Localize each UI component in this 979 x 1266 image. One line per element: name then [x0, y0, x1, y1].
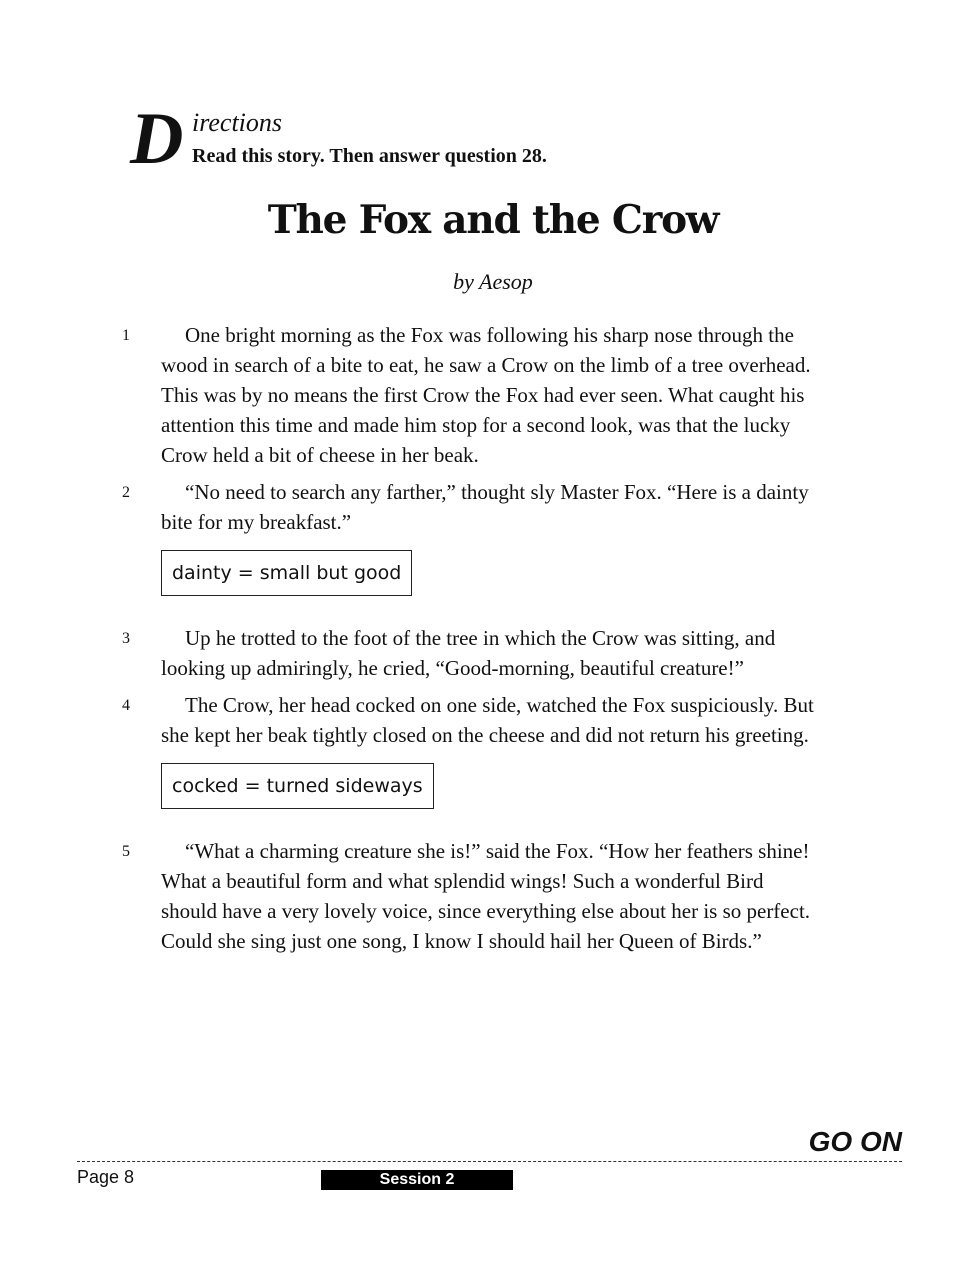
go-on-label: GO ON: [808, 1126, 902, 1157]
session-badge: Session 2: [321, 1170, 513, 1190]
paragraph-text: The Crow, her head cocked on one side, watched the Fox suspiciously. But she kept her beak tightly closed on the cheese and did not return his greeting.: [161, 693, 814, 747]
paragraph-text: Up he trotted to the foot of the tree in which the Crow was sitting, and looking up admiringly, he cried, “Good-morning, beautiful creature!”: [161, 626, 776, 680]
paragraph-number: 3: [122, 630, 130, 647]
paragraph-number: 1: [122, 327, 130, 344]
paragraph-number: 4: [122, 697, 130, 714]
story-body: [122, 320, 822, 963]
paragraph-number: 5: [122, 843, 130, 860]
story-title: The Fox and the Crow: [267, 197, 719, 243]
paragraph-2: [122, 477, 822, 537]
glossary-box-dainty: dainty = small but good: [161, 550, 412, 596]
paragraph-number: 2: [122, 484, 130, 501]
glossary-box-cocked: cocked = turned sideways: [161, 763, 434, 809]
paragraph-3: [122, 623, 822, 683]
paragraph-text: One bright morning as the Fox was following his sharp nose through the wood in search of a bite to eat, he saw a Crow on the limb of a tree overhead. This was by no means the first Crow the Fox had ever seen. What caught his attention this time and made him stop for a second look, was that the lucky Crow held a bit of cheese in her beak.: [161, 323, 811, 467]
directions-heading: irections: [192, 108, 283, 137]
footer-divider: [77, 1161, 902, 1162]
directions-header: [130, 100, 830, 180]
directions-dropcap: D: [130, 98, 184, 180]
paragraph-5: [122, 836, 822, 956]
paragraph-text: “No need to search any farther,” thought sly Master Fox. “Here is a dainty bite for my breakfast.”: [161, 480, 809, 534]
directions-instruction: Read this story. Then answer question 28.: [192, 145, 547, 167]
paragraph-1: [122, 320, 822, 470]
paragraph-4: [122, 690, 822, 750]
page-number: Page 8: [77, 1167, 135, 1187]
paragraph-text: “What a charming creature she is!” said the Fox. “How her feathers shine! What a beautiful form and what splendid wings! Such a wonderful Bird should have a very lovely voice, since everything else about her is so perfect. Could she sing just one song, I know I should hail her Queen of Birds.”: [161, 839, 811, 953]
story-byline: by Aesop: [453, 269, 533, 294]
